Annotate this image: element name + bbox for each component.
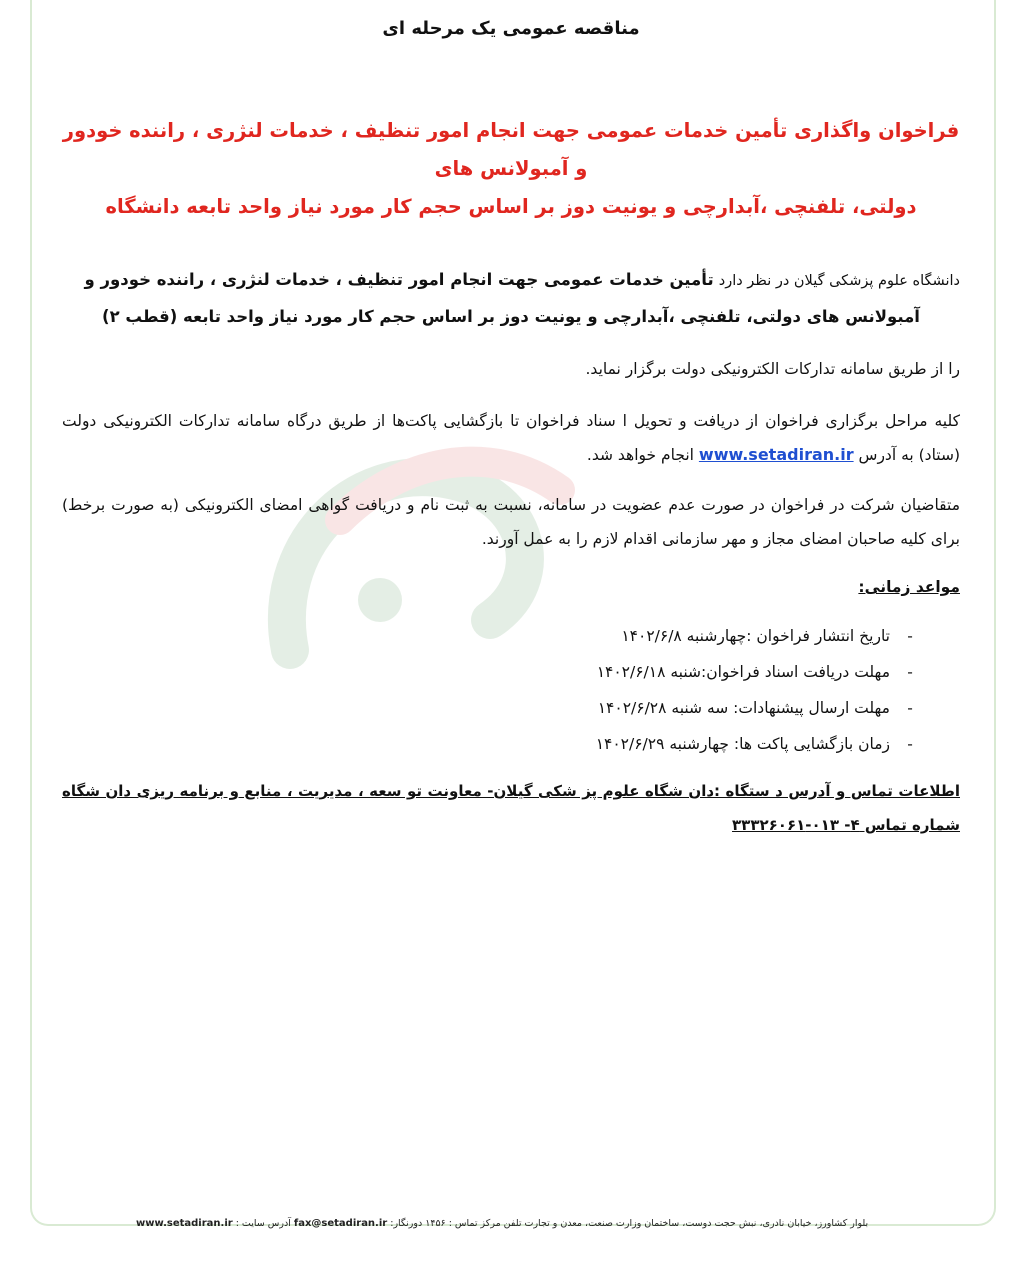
announcement-title <box>62 112 960 226</box>
document-heading: مناقصه عمومی یک مرحله ای <box>382 18 640 39</box>
paragraph-process <box>62 404 960 472</box>
bullet-dash: - <box>907 663 913 681</box>
announcement-title-line-1: فراخوان واگذاری تأمین خدمات عمومی جهت انجام امور تنظیف ، خدمات لنژری ، راننده خودور و آمبولانس های <box>62 119 960 180</box>
schedule-list <box>596 618 930 762</box>
footer-site-label: آدرس سایت : <box>232 1218 294 1229</box>
intro-bold-line-2: آمبولانس های دولتی، تلفنچی ،آبدارچی و یونیت دوز بر اساس حجم کار مورد نیاز واحد تابعه (قطب ۲) <box>102 307 920 326</box>
contact-info: اطلاعات تماس و آدرس د ستگاه :دان شگاه علوم پز شکی گیلان- معاونت تو سعه ، مدیریت ، منابع و برنامه ریزی دان شگاه شماره تماس ۴- ۰۱۳-۳۳۳۲۶۰۶۱ <box>62 782 960 834</box>
schedule-item-text: زمان بازگشایی پاکت ها: چهارشنبه ۱۴۰۲/۶/۲۹ <box>595 735 890 753</box>
paragraph-process-end: انجام خواهد شد. <box>586 446 699 464</box>
footer-address: بلوار کشاورز، خیابان نادری، نبش حجت دوست، ساختمان وزارت صنعت، معدن و تجارت تلفن مرکز تماس : ۱۴۵۶ دورنگار: <box>387 1218 869 1229</box>
paragraph-registration: متقاضیان شرکت در فراخوان در صورت عدم عضویت در سامانه، نسبت به ثبت نام و دریافت گواهی امضای الکترونیکی (به صورت برخط) برای کلیه صاحبان امضای مجاز و مهر سازمانی اقدام لازم را به عمل آورند. <box>62 496 960 548</box>
list-item <box>596 726 930 762</box>
schedule-heading: مواعد زمانی: <box>858 578 960 596</box>
announcement-title-line-2: دولتی، تلفنچی ،آبدارچی و یونیت دوز بر اساس حجم کار مورد نیاز واحد تابعه دانشگاه <box>105 195 917 218</box>
setadiran-link[interactable]: www.setadiran.ir <box>698 445 854 464</box>
bullet-dash: - <box>907 627 913 645</box>
bullet-dash: - <box>907 735 913 753</box>
footer-fax: fax@setadiran.ir <box>293 1218 388 1229</box>
bullet-dash: - <box>907 699 913 717</box>
intro-lead: دانشگاه علوم پزشکی گیلان در نظر دارد <box>718 273 960 289</box>
schedule-item-text: تاریخ انتشار فراخوان :چهارشنبه ۱۴۰۲/۶/۸ <box>621 627 890 645</box>
intro-paragraph <box>62 262 960 335</box>
paragraph-process-text: کلیه مراحل برگزاری فراخوان از دریافت و تحویل ا سناد فراخوان تا بازگشایی پاکت‌ها از طریق درگاه سامانه تدارکات الکترونیکی دولت (ستاد) به آدرس <box>62 412 960 464</box>
intro-bold-line-1: تأمین خدمات عمومی جهت انجام امور تنظیف ، خدمات لنژری ، راننده خودور و <box>84 270 714 289</box>
paragraph-execution: را از طریق سامانه تدارکات الکترونیکی دولت برگزار نماید. <box>585 360 960 378</box>
schedule-item-text: مهلت ارسال پیشنهادات: سه شنبه ۱۴۰۲/۶/۲۸ <box>597 699 890 717</box>
schedule-item-text: مهلت دریافت اسناد فراخوان:شنبه ۱۴۰۲/۶/۱۸ <box>596 663 890 681</box>
list-item <box>596 654 930 690</box>
list-item <box>596 690 930 726</box>
footer-site: www.setadiran.ir <box>136 1218 233 1229</box>
list-item <box>596 618 930 654</box>
page-footer <box>136 1218 926 1229</box>
